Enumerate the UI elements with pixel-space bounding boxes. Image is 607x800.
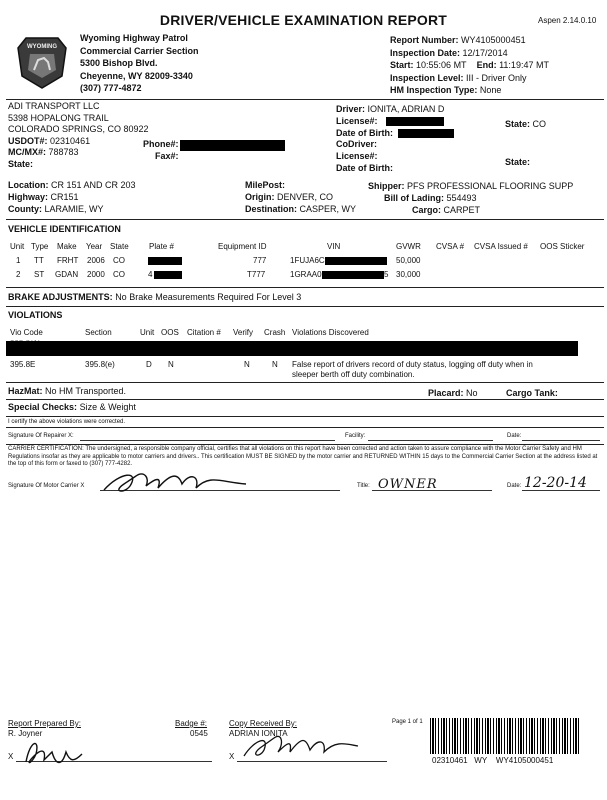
facility-line[interactable] bbox=[368, 440, 493, 441]
badge-label: Badge #: bbox=[175, 719, 208, 728]
table-row: 1 TT FRHT 2006 CO 777 1FUJA6C 50,000 bbox=[16, 256, 421, 265]
carrier-date-label: Date: bbox=[507, 483, 522, 489]
driver-state-label: State: bbox=[505, 119, 531, 129]
shipper-value: PFS PROFESSIONAL FLOORING SUPP bbox=[407, 181, 574, 191]
report-title: DRIVER/VEHICLE EXAMINATION REPORT bbox=[159, 12, 448, 28]
plate-redaction bbox=[154, 271, 182, 279]
col-make: Make bbox=[57, 242, 77, 251]
placard-value: No bbox=[466, 388, 478, 398]
agency-phone: (307) 777-4872 bbox=[80, 83, 142, 93]
carrier-name: ADI TRANSPORT LLC bbox=[8, 101, 100, 111]
violations-section-title: VIOLATIONS bbox=[8, 310, 63, 320]
divider bbox=[6, 382, 604, 383]
driver-state bbox=[505, 119, 546, 129]
license-redaction bbox=[386, 117, 444, 126]
start-time: 10:55:06 MT bbox=[416, 60, 467, 70]
hazmat-label: HazMat: bbox=[8, 386, 43, 396]
col-oos-sticker: OOS Sticker bbox=[540, 242, 585, 251]
vin-redaction bbox=[322, 271, 384, 279]
cargo-value: CARPET bbox=[443, 205, 481, 215]
dob-label: Date of Birth: bbox=[336, 127, 393, 138]
placard-label: Placard: bbox=[428, 388, 464, 398]
brake-text: No Brake Measurements Required For Level 3 bbox=[115, 292, 302, 302]
divider bbox=[6, 306, 604, 307]
vehicle-header-row bbox=[0, 242, 607, 253]
agency-name: Wyoming Highway Patrol bbox=[80, 33, 188, 43]
brake-label: BRAKE ADJUSTMENTS: bbox=[8, 292, 113, 302]
prepared-x: X bbox=[8, 752, 14, 761]
divider bbox=[6, 427, 604, 428]
vin-redaction bbox=[325, 257, 387, 265]
software-version: Aspen 2.14.0.10 bbox=[538, 16, 597, 25]
end-label: End: bbox=[476, 60, 497, 70]
location-value: CR 151 AND CR 203 bbox=[51, 180, 136, 190]
report-info bbox=[390, 34, 549, 97]
special-checks-label: Special Checks: bbox=[8, 402, 78, 412]
divider bbox=[6, 99, 604, 100]
location-label: Location: bbox=[8, 180, 49, 190]
barcode-icon bbox=[430, 718, 580, 754]
table-row: 2 ST GDAN 2000 CO 4 T777 1GRAA0 5 30,000 bbox=[16, 270, 421, 279]
hazmat-row bbox=[8, 386, 126, 396]
special-checks bbox=[8, 402, 136, 412]
col-state: State bbox=[110, 242, 129, 251]
divider bbox=[6, 444, 604, 445]
col-type: Type bbox=[31, 242, 49, 251]
col-cvsa-issued: CVSA Issued # bbox=[474, 242, 528, 251]
bol-value: 554493 bbox=[446, 193, 477, 203]
col-gvwr: GVWR bbox=[396, 242, 421, 251]
divider bbox=[6, 219, 604, 220]
highway-value: CR151 bbox=[50, 192, 79, 202]
col-year: Year bbox=[86, 242, 103, 251]
inspection-date-label: Inspection Date: bbox=[390, 47, 461, 58]
prepared-by-name: R. Joyner bbox=[8, 729, 43, 738]
barcode-text: 02310461 WY WY4105000451 bbox=[432, 756, 554, 765]
origin-value: DENVER, CO bbox=[277, 192, 334, 202]
col-cvsa: CVSA # bbox=[436, 242, 465, 251]
vehicle-section-title: VEHICLE IDENTIFICATION bbox=[8, 224, 121, 234]
co-dob-label: Date of Birth: bbox=[336, 162, 393, 173]
preparer-signature-icon bbox=[16, 732, 86, 772]
codriver-label: CoDriver: bbox=[336, 139, 378, 150]
location-block bbox=[8, 179, 136, 215]
col-plate: Plate # bbox=[149, 242, 174, 251]
usdot-label: USDOT#: bbox=[8, 135, 48, 146]
carrier-signature-label: Signature Of Motor Carrier X bbox=[8, 483, 85, 489]
hazmat-text: No HM Transported. bbox=[45, 386, 127, 396]
plate-redaction bbox=[148, 257, 182, 265]
violations-header-row: Vio Code Section Unit OOS Citation # Verify Crash Violations Discovered bbox=[10, 328, 369, 337]
hm-type-label: HM Inspection Type: bbox=[390, 85, 478, 95]
destination-value: CASPER, WY bbox=[299, 204, 357, 214]
start-label: Start: bbox=[390, 60, 414, 70]
end-time: 11:19:47 MT bbox=[499, 60, 549, 70]
bol-label: Bill of Lading: bbox=[384, 193, 444, 203]
patrol-badge-icon bbox=[16, 32, 68, 90]
shipment-block bbox=[368, 180, 604, 216]
carrier-phone-label: Phone#: bbox=[143, 139, 179, 149]
driver-name: IONITA, ADRIAN D bbox=[367, 104, 445, 114]
origin-label: Origin: bbox=[245, 192, 275, 202]
col-vin: VIN bbox=[327, 242, 341, 251]
agency-badge bbox=[16, 32, 68, 90]
col-equipment: Equipment ID bbox=[218, 242, 267, 251]
repair-date-label: Date: bbox=[507, 433, 522, 439]
repair-certify-text: I certify the above violations were corrected. bbox=[8, 419, 126, 425]
agency-city: Cheyenne, WY 82009-3340 bbox=[80, 70, 193, 81]
copy-signature-icon bbox=[240, 722, 360, 764]
divider bbox=[6, 416, 604, 417]
cargo-tank-label: Cargo Tank: bbox=[506, 388, 558, 398]
carrier-date-value: 12-20-14 bbox=[524, 475, 587, 491]
route-block bbox=[245, 179, 356, 215]
county-value: LARAMIE, WY bbox=[44, 204, 104, 214]
carrier-certification-text: CARRIER CERTIFICATION: The undersigned, a responsible company official, certifies that all violations on this report have been corrected and action taken to assure compliance with the Motor Carrier Safety and HM Regulations insofar as they are applicable to motor carriers and drivers.. This certification MUST BE SIGNED by the motor carrier and RETURNED WITHIN 15 days to the Commercial Carrier Section at the address listed at the top of this form or faxed to (307) 777-4282. bbox=[8, 446, 598, 468]
shipper-label: Shipper: bbox=[368, 181, 405, 191]
report-number-label: Report Number: bbox=[390, 35, 459, 45]
hm-type: None bbox=[479, 85, 502, 95]
carrier-title-value: OWNER bbox=[378, 477, 438, 492]
inspection-level-label: Inspection Level: bbox=[390, 72, 464, 83]
placard bbox=[428, 388, 478, 398]
repairer-signature-label: Signature Of Repairer X: bbox=[8, 433, 74, 439]
special-checks-text: Size & Weight bbox=[79, 402, 136, 412]
copy-received-name: ADRIAN IONITA bbox=[229, 729, 288, 738]
repair-date-line[interactable] bbox=[522, 440, 600, 441]
carrier-street: 5398 HOPALONG TRAIL bbox=[8, 112, 109, 123]
badge-number: 0545 bbox=[190, 729, 208, 738]
brake-adjustments bbox=[8, 292, 301, 302]
svg-text:WYOMING: WYOMING bbox=[27, 44, 57, 50]
co-license-label: License#: bbox=[336, 151, 378, 162]
highway-label: Highway: bbox=[8, 192, 49, 202]
copy-x: X bbox=[229, 752, 235, 761]
carrier-city: COLORADO SPRINGS, CO 80922 bbox=[8, 124, 149, 134]
violation-redaction bbox=[6, 341, 578, 356]
carrier-fax-label: Fax#: bbox=[155, 151, 179, 161]
col-unit: Unit bbox=[10, 242, 25, 251]
driver-state-value: CO bbox=[532, 119, 547, 129]
phone-redaction bbox=[180, 140, 285, 151]
report-number: WY4105000451 bbox=[461, 35, 526, 45]
agency-block bbox=[80, 32, 199, 95]
inspection-level: III - Driver Only bbox=[466, 72, 527, 83]
mc-number: 788783 bbox=[48, 147, 79, 157]
co-state-label: State: bbox=[505, 157, 531, 167]
copy-received-label: Copy Received By: bbox=[229, 719, 298, 728]
carrier-block bbox=[8, 101, 149, 170]
inspection-date: 12/17/2014 bbox=[462, 47, 508, 58]
county-label: County: bbox=[8, 204, 42, 214]
divider bbox=[6, 287, 604, 288]
carrier-title-label: Title: bbox=[357, 483, 370, 489]
carrier-signature-icon bbox=[100, 462, 250, 498]
prepared-by-label: Report Prepared By: bbox=[8, 719, 81, 728]
dob-redaction bbox=[398, 129, 454, 138]
driver-block bbox=[336, 104, 444, 175]
table-row: 395.8E 395.8(e) D N N N False report of drivers record of duty status, logging off duty when in sleeper berth off duty combination. bbox=[10, 360, 533, 379]
divider bbox=[6, 399, 604, 400]
repairer-signature-line[interactable] bbox=[80, 440, 335, 441]
agency-street: 5300 Bishop Blvd. bbox=[80, 58, 158, 68]
facility-label: Facility: bbox=[345, 433, 366, 439]
milepost-label: MilePost: bbox=[245, 180, 286, 190]
destination-label: Destination: bbox=[245, 204, 298, 214]
page-indicator: Page 1 of 1 bbox=[392, 719, 423, 725]
agency-section: Commercial Carrier Section bbox=[80, 45, 199, 56]
license-label: License#: bbox=[336, 115, 378, 126]
carrier-state-label: State: bbox=[8, 158, 34, 169]
driver-label: Driver: bbox=[336, 104, 366, 114]
mc-label: MC/MX#: bbox=[8, 147, 46, 157]
usdot-number: 02310461 bbox=[50, 135, 91, 146]
cargo-label: Cargo: bbox=[412, 205, 441, 215]
